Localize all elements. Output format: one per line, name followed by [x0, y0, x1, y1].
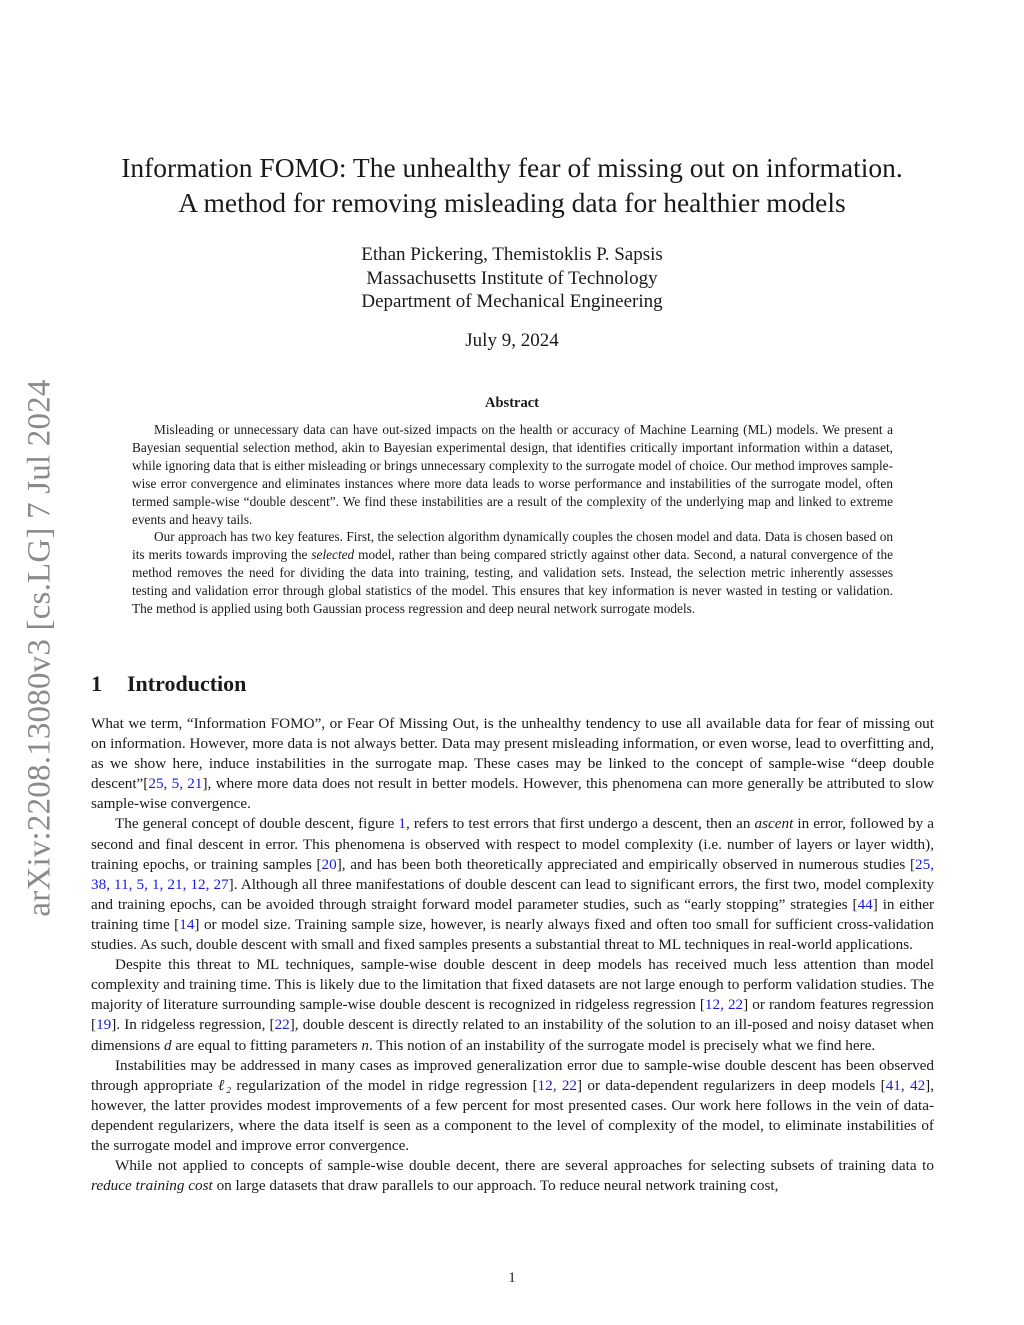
- text-run: are equal to fitting parameters: [171, 1036, 362, 1054]
- section-number: 1: [91, 671, 102, 696]
- citation-link[interactable]: 44: [857, 895, 873, 913]
- section-title: Introduction: [127, 671, 247, 696]
- citation-link[interactable]: 25, 38, 11, 5, 1, 21, 12, 27: [91, 855, 934, 893]
- citation-link[interactable]: 22: [274, 1016, 290, 1034]
- arxiv-id-text: arXiv:2208.13080v3 [cs.LG] 7 Jul 2024: [21, 379, 58, 917]
- text-run: ] in either training time [: [91, 895, 934, 933]
- abstract-body: [132, 421, 893, 618]
- body-paragraph: [91, 814, 934, 955]
- body-paragraph: [91, 1156, 934, 1196]
- author-names: Ethan Pickering, Themistoklis P. Sapsis: [361, 244, 663, 265]
- text-run: ] or data-dependent regularizers in deep models [: [577, 1076, 886, 1094]
- title-line-1: Information FOMO: The unhealthy fear of missing out on information.: [121, 152, 903, 183]
- title-line-2: A method for removing misleading data for healthier models: [178, 187, 846, 218]
- text-run: The general concept of double descent, figure: [115, 815, 399, 833]
- text-run: ], where more data does not result in better models. However, this phenomena can more generally be attributed to slow sample-wise convergence.: [91, 775, 935, 813]
- citation-link[interactable]: 25, 5, 21: [148, 775, 203, 793]
- author-department: Department of Mechanical Engineering: [361, 291, 663, 312]
- text-run: model, rather than being compared strictly against other data. Second, a natural convergence of the method removes the need for dividing the data into training, testing, and validation sets. Instead, the selection metric inherently assesses testing and validation error through global statistics of the model. This ensures that key information is never wasted in testing or validation. The method is applied using both Gaussian process regression and deep neural network surrogate models.: [132, 547, 894, 617]
- citation-link[interactable]: 12, 22: [537, 1076, 578, 1094]
- emphasis: selected: [311, 547, 355, 563]
- text-run: ], double descent is directly related to an instability of the solution to an ill-posed and noisy dataset when dimensions: [91, 1016, 934, 1054]
- citation-link[interactable]: 19: [96, 1016, 112, 1034]
- emphasis: ascent: [754, 815, 794, 833]
- abstract-paragraph: Misleading or unnecessary data can have out-sized impacts on the health or accuracy of Machine Learning (ML) models. We present a Bayesian sequential selection method, akin to Bayesian experimental design, that identifies critically important information within a dataset, while ignoring data that is either misleading or brings unnecessary complexity to the surrogate model of choice. Our method improves sample-wise error convergence and eliminates instances where more data leads to worse performance and instabilities of the surrogate model, often termed sample-wise “double descent”. We find these instabilities are a result of the complexity of the underlying map and linked to extreme events and heavy tails.: [132, 422, 893, 527]
- paper-title: [60, 150, 964, 220]
- text-run: ] or random features regression [: [91, 996, 934, 1034]
- text-run: in error, followed by a second and final descent in error. This phenomena is observed with respect to model complexity (i.e. number of layers or layer width), training epochs, or training samples [: [91, 815, 934, 873]
- text-run: ]. In ridgeless regression, [: [111, 1016, 275, 1034]
- text-run: ], however, the latter provides modest improvements of a few percent for most presented cases. Our work here follows in the vein of data-dependent regularizers, where the data itself is seen as a component to the level of complexity of the model, to eliminate instabilities of the surrogate model and improve error convergence.: [91, 1076, 935, 1154]
- body-paragraph: [91, 1056, 934, 1156]
- author-institution: Massachusetts Institute of Technology: [366, 267, 658, 289]
- figure-link[interactable]: 1: [398, 815, 407, 833]
- section-heading: [91, 671, 246, 697]
- abstract-paragraph: [132, 528, 893, 618]
- math-variable: d: [164, 1036, 172, 1054]
- citation-link[interactable]: 20: [321, 855, 337, 873]
- body-paragraph: [91, 955, 934, 1055]
- math-variable: n: [361, 1036, 369, 1054]
- text-run: Instabilities may be addressed in many cases as improved generalization error due to sample-wise double descent has been observed through appropriate: [91, 1056, 934, 1094]
- text-run: ]. Although all three manifestations of double descent can lead to significant errors, the first two, model complexity and training epochs, can be avoided through straight forward model parameter studies, such as “early stopping” strategies [: [91, 875, 935, 913]
- paper-date: July 9, 2024: [465, 330, 559, 351]
- text-run: regularization of the model in ridge regression [: [231, 1076, 538, 1094]
- text-run: , refers to test errors that first undergo a descent, then an: [406, 815, 755, 833]
- math-symbol: ℓ₂: [218, 1076, 232, 1094]
- emphasis: reduce training cost: [91, 1177, 213, 1195]
- abstract-heading: Abstract: [485, 395, 539, 411]
- text-run: ], and has been both theoretically appreciated and empirically observed in numerous studies [: [336, 855, 916, 873]
- author-block: [160, 243, 864, 314]
- introduction-body: [91, 714, 934, 1196]
- text-run: ] or model size. Training sample size, however, is nearly always fixed and often too small for sufficient cross-validation studies. As such, double descent with small and fixed samples presents a substantial threat to ML techniques in real-world applications.: [91, 915, 934, 954]
- page-number: 1: [508, 1270, 516, 1286]
- text-run: Despite this threat to ML techniques, sample-wise double descent in deep models has received much less attention than model complexity and training time. This is likely due to the limitation that fixed datasets are not large enough to perform validation studies. The majority of literature surrounding sample-wise double descent is recognized in ridgeless regression [: [91, 956, 934, 1014]
- text-run: While not applied to concepts of sample-wise double decent, there are several approaches for selecting subsets of training data to: [115, 1157, 934, 1175]
- text-run: . This notion of an instability of the surrogate model is precisely what we find here.: [368, 1036, 876, 1054]
- citation-link[interactable]: 12, 22: [704, 996, 744, 1014]
- citation-link[interactable]: 41, 42: [885, 1076, 926, 1094]
- text-run: on large datasets that draw parallels to our approach. To reduce neural network training cost,: [212, 1177, 779, 1195]
- citation-link[interactable]: 14: [179, 915, 195, 933]
- body-paragraph: [91, 714, 934, 814]
- text-run: What we term, “Information FOMO”, or Fear Of Missing Out, is the unhealthy tendency to use all available data for fear of missing out on information. However, more data is not always better. Data may present misleading information, or even worse, lead to overfitting and, as we show here, induce instabilities in the surrogate map. These cases may be linked to the concept of sample-wise “deep double descent”[: [91, 715, 934, 793]
- text-run: Our approach has two key features. First, the selection algorithm dynamically couples the chosen model and data. Data is chosen based on its merits towards improving the: [132, 529, 893, 563]
